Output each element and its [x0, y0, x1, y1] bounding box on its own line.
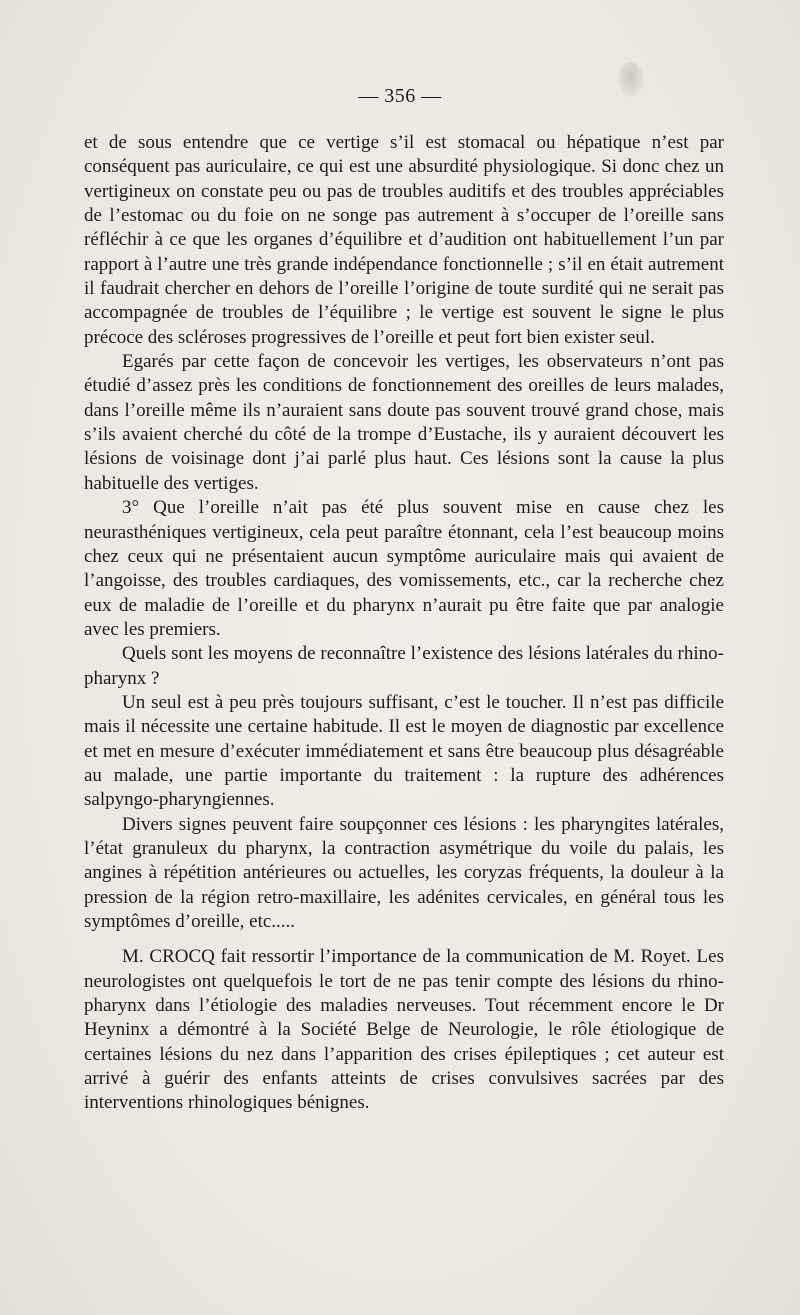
paragraph-question: Quels sont les moyens de reconnaître l’existence des lésions latérales du rhino-pharynx ? [84, 643, 724, 689]
paragraph-signes: Divers signes peuvent faire soupçonner ces lésions : les pharyngites latérales, l’état granuleux du pharynx, la contraction asymétrique du voile du palais, les angines à répétition antérieures ou actuelles, les coryzas fréquents, la douleur à la pression de la région retro-maxillaire, les adénites cervicales, en général tous les symptômes d’oreille, etc..... [84, 813, 724, 932]
page-number: — 356 — [358, 85, 442, 107]
body-text [84, 131, 724, 1116]
paragraph-toucher: Un seul est à peu près toujours suffisant, c’est le toucher. Il n’est pas difficile mais il nécessite une certaine habitude. Il est le moyen de diagnostic par excellence et met en mesure d’exécuter immédiatement et sans être beaucoup plus désagréable au malade, une partie importante du traitement : la rupture des adhérences salpyngo-pharyngiennes. [84, 691, 724, 811]
paragraph-crocq: M. CROCQ fait ressortir l’importance de la communication de M. Royet. Les neurologistes ont quelquefois le tort de ne pas tenir compte des lésions du rhino-pharynx dans l’étiologie des maladies nerveuses. Tout récemment encore le Dr Heyninx a démontré à la Société Belge de Neurologie, le rôle étiologique de certaines lésions du nez dans l’apparition des crises épileptiques ; cet auteur est arrivé à guérir des enfants atteints de crises convulsives sacrées par des interventions rhinologiques bénignes. [84, 946, 724, 1114]
paragraph-point-three: 3° Que l’oreille n’ait pas été plus souvent mise en cause chez les neurasthéniques vertigineux, cela peut paraître étonnant, cela l’est beaucoup moins chez ceux qui ne présentaient aucun symptôme auriculaire mais qui avaient de l’angoisse, des troubles cardiaques, des vomissements, etc., car la recherche chez eux de maladie de l’oreille et du pharynx n’aurait pu être faite que par analogie avec les premiers. [84, 497, 724, 640]
paragraph-continuation: et de sous entendre que ce vertige s’il est stomacal ou hépatique n’est par conséquent pas auriculaire, ce qui est une absurdité physiologique. Si donc chez un vertigineux on constate peu ou pas de troubles auditifs et des troubles appréciables de l’estomac ou du foie on ne songe pas autrement à s’occuper de l’oreille sans réfléchir à ce que les organes d’équilibre et d’audition ont habituellement l’un par rapport à l’autre une très grande indépendance fonctionnelle ; s’il en était autrement il faudrait chercher en dehors de l’oreille l’origine de toute surdité qui ne serait pas accompagnée de troubles de l’équilibre ; le vertige est souvent le signe le plus précoce des scléroses progressives de l’oreille et peut fort bien exister seul. [84, 132, 724, 348]
paragraph-egares: Egarés par cette façon de concevoir les vertiges, les observateurs n’ont pas étudié d’assez près les conditions de fonctionnement des oreilles de leurs malades, dans l’oreille même ils n’auraient sans doute pas souvent trouvé grand chose, mais s’ils avaient cherché du côté de la trompe d’Eustache, ils y auraient découvert les lésions de voisinage dont j’ai parlé plus haut. Ces lésions sont la cause la plus habituelle des vertiges. [84, 351, 724, 494]
